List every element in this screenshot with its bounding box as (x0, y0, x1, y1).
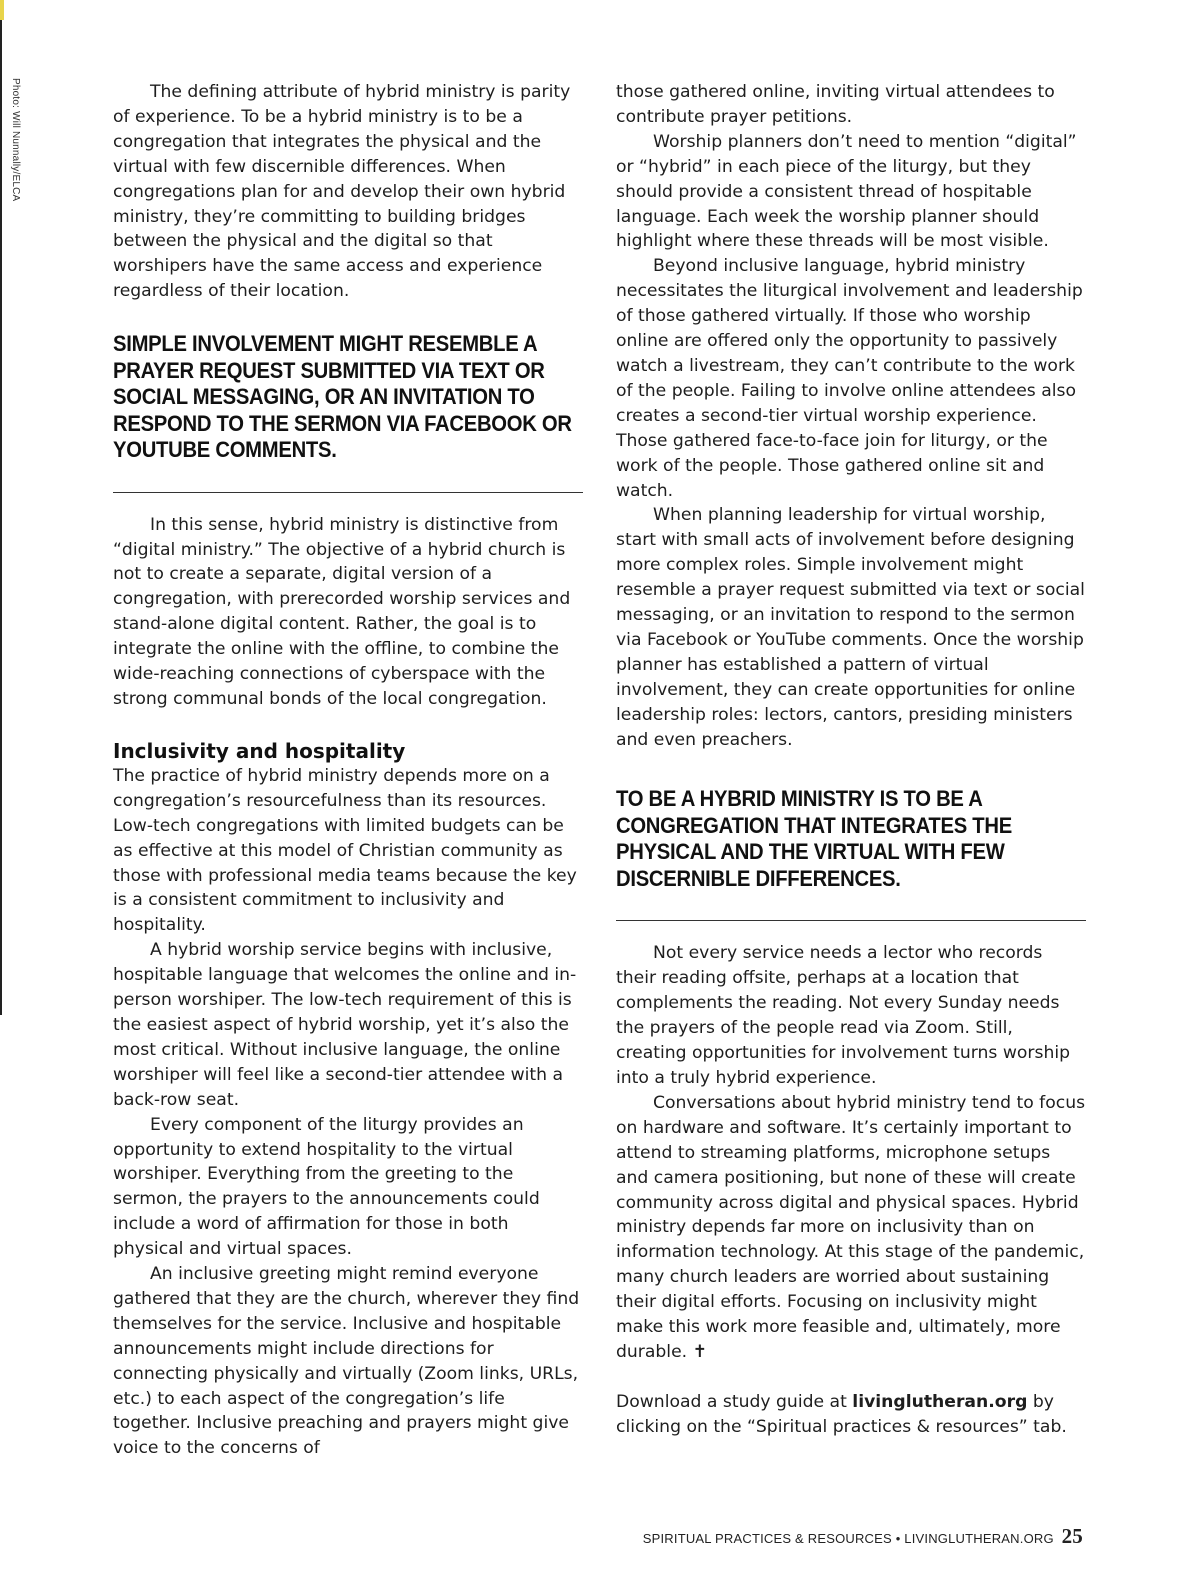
section-subhead: Inclusivity and hospitality (113, 738, 406, 763)
right-paragraph-5: Not every service needs a lector who records their reading offsite, perhaps at a location that complements the reading. Not every Sunday needs the prayers of the people read via Zoom. Still, creating opportunities for involvement turns worship into a truly hybrid experience. (616, 943, 1071, 1088)
page-edge-rule (0, 0, 2, 1015)
left-pull-quote-block (113, 331, 583, 493)
left-paragraph-1: The defining attribute of hybrid ministry is parity of experience. To be a hybrid ministry is to be a congregation that integrates the physical and the virtual with few discernible differences. When congregations plan for and develop their own hybrid ministry, they’re committing to building bridges between the physical and the digital so that worshipers have the same access and experience regardless of their location. (113, 82, 571, 302)
left-paragraph-5: Every component of the liturgy provides an opportunity to extend hospitality to the virtual worshiper. Everything from the greeting to the sermon, the prayers to the announcements could include a word of affirmation for those in both physical and virtual spaces. (113, 1114, 540, 1260)
left-paragraph-3: The practice of hybrid ministry depends more on a congregation’s resourcefulness than its resources. Low-tech congregations with limited budgets can be as effective at this model of Christian community as those with professional media teams because the key is a consistent commitment to inclusivity and hospitality. (113, 765, 577, 936)
right-paragraph-3: Beyond inclusive language, hybrid ministry necessitates the liturgical involvement and leadership of those gathered virtually. If those who worship online are offered only the opportunity to passively watch a livestream, they can’t contribute to the work of the people. Failing to involve online attendees also creates a second-tier virtual worship experience. Those gathered face-to-face join for liturgy, or the work of the people. Those gathered online sit and watch. (616, 256, 1083, 501)
left-paragraph-2: In this sense, hybrid ministry is distinctive from “digital ministry.” The objective of a hybrid church is not to create a separate, digital version of a congregation, with prerecorded worship services and stand-alone digital content. Rather, the goal is to integrate the online with the offline, to combine the wide-reaching connections of cyberspace with the strong communal bonds of the local congregation. (113, 514, 571, 709)
footer-section-label: SPIRITUAL PRACTICES & RESOURCES • LIVINGLUTHERAN.ORG (642, 1531, 1054, 1546)
right-paragraph-2: Worship planners don’t need to mention “digital” or “hybrid” in each piece of the liturgy, but they should provide a consistent thread of hospitable language. Each week the worship planner should highlight where these threads will be most visible. (616, 131, 1077, 252)
photo-credit: Photo: Will Nunnally/ELCA (10, 78, 21, 202)
left-paragraph-4: A hybrid worship service begins with inclusive, hospitable language that welcomes the online and in-person worshiper. The low-tech requirement of this is the easiest aspect of hybrid worship, yet it’s also the most critical. Without inclusive language, the online worshiper will feel like a second-tier attendee with a back-row seat. (113, 940, 577, 1110)
right-paragraph-1: those gathered online, inviting virtual attendees to contribute prayer petitions. (616, 82, 1055, 127)
right-paragraph-4: When planning leadership for virtual worship, start with small acts of involvement before designing more complex roles. Simple involvement might resemble a prayer request submitted via text or social messaging, or an invitation to respond to the sermon via Facebook or YouTube comments. Once the worship planner has established a pattern of virtual involvement, they can create opportunities for online leadership roles: lectors, cantors, presiding ministers and even preachers. (616, 505, 1085, 750)
download-note (616, 1390, 1086, 1440)
right-column (616, 80, 1086, 1440)
left-column (113, 80, 583, 1461)
left-pull-quote: SIMPLE INVOLVEMENT MIGHT RESEMBLE A PRAYER REQUEST SUBMITTED VIA TEXT OR SOCIAL MESSAGING, OR AN INVITATION TO RESPOND TO THE SERMON VIA FACEBOOK OR YOUTUBE COMMENTS. (113, 331, 572, 463)
download-suffix: by clicking on the “Spiritual practices & resources” tab. (616, 1391, 1067, 1437)
right-pull-quote-block (616, 786, 1086, 921)
download-link[interactable]: livinglutheran.org (852, 1391, 1028, 1412)
page-edge-accent (0, 0, 4, 20)
page-footer (643, 1524, 1083, 1549)
download-prefix: Download a study guide at (616, 1391, 847, 1412)
right-paragraph-6: Conversations about hybrid ministry tend to focus on hardware and software. It’s certainly important to attend to streaming platforms, microphone setups and camera positioning, but none of these will create community across digital and physical spaces. Hybrid ministry depends far more on inclusivity than on information technology. At this stage of the pandemic, many church leaders are worried about sustaining their digital efforts. Focusing on inclusivity might make this work more feasible and, ultimately, more durable. ✝ (616, 1092, 1086, 1362)
page-number: 25 (1061, 1524, 1083, 1548)
left-paragraph-6: An inclusive greeting might remind everyone gathered that they are the church, wherever they find themselves for the service. Inclusive and hospitable announcements might include directions for connecting physically and virtually (Zoom links, URLs, etc.) to each aspect of the congregation’s life together. Inclusive preaching and prayers might give voice to the concerns of (113, 1264, 580, 1459)
right-pull-quote: TO BE A HYBRID MINISTRY IS TO BE A CONGREGATION THAT INTEGRATES THE PHYSICAL AND THE VIRTUAL WITH FEW DISCERNIBLE DIFFERENCES. (616, 786, 1012, 891)
